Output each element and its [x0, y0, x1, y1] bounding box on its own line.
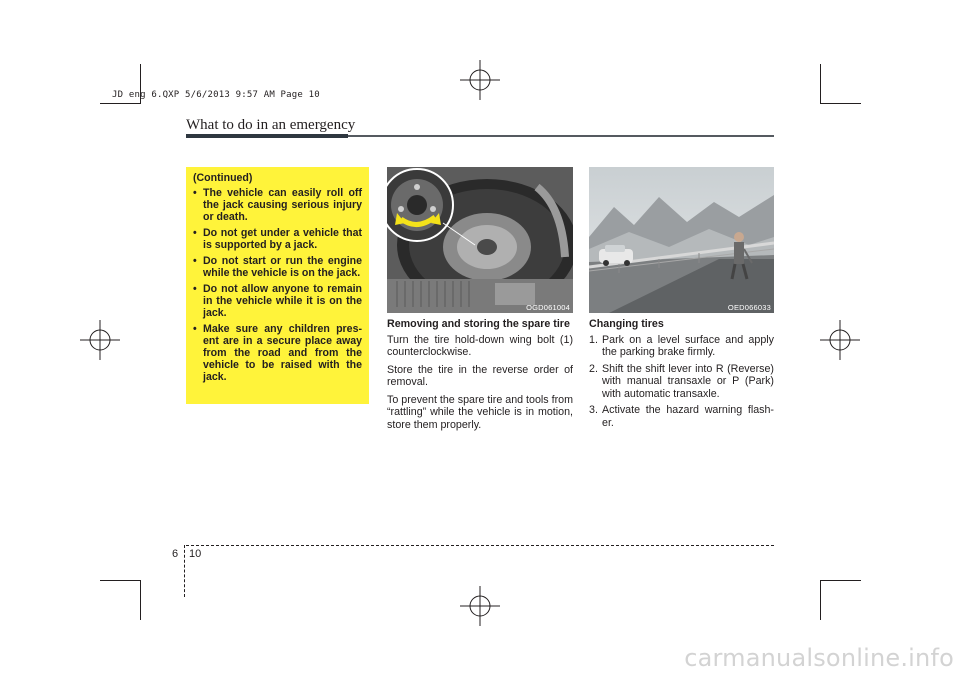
steps-list: [589, 334, 774, 430]
step-item: [589, 334, 774, 359]
spare-tire-section: [387, 318, 573, 436]
step-number: 2.: [589, 362, 598, 375]
chapter-number: 6: [172, 548, 179, 560]
footer-divider: [184, 545, 185, 597]
section-heading: Removing and storing the spare tire: [387, 318, 570, 330]
step-item: [589, 363, 774, 401]
warning-item: • Make sure any children pres- ent are in a secure place away from the road and from the vehicle to be raised with the jack.: [193, 323, 362, 383]
figure-code: OED066033: [727, 303, 771, 312]
warning-list: [193, 187, 362, 383]
paragraph: Turn the tire hold-down wing bolt (1) counterclockwise.: [387, 333, 573, 358]
warning-item: • Do not get under a vehicle that is supported by a jack.: [193, 227, 362, 251]
footer-rule: [186, 545, 774, 546]
step-number: 3.: [589, 404, 598, 416]
header-rule: [348, 135, 774, 137]
step-text: Activate the hazard warning flash- er.: [602, 404, 774, 429]
warning-item: • The vehicle can easily roll off the jack causing serious injury or death.: [193, 187, 362, 223]
page-number: 10: [189, 548, 202, 560]
registration-mark-icon: [460, 60, 500, 100]
step-text: Park on a level surface and apply the parking brake firmly.: [602, 333, 774, 358]
warning-heading: (Continued): [193, 172, 253, 184]
step-item: [589, 404, 774, 429]
warning-item: • Do not allow anyone to remain in the vehicle while it is on the jack.: [193, 283, 362, 319]
crop-mark: [100, 580, 140, 581]
roadside-figure: [589, 167, 774, 313]
spare-tire-illustration: [387, 167, 573, 313]
registration-mark-icon: [460, 586, 500, 626]
crop-mark: [820, 64, 821, 104]
figure-code: OGD061004: [526, 303, 570, 312]
header-bar: [186, 134, 348, 138]
roadside-illustration: [589, 167, 774, 313]
crop-mark: [821, 103, 861, 104]
section-heading: Changing tires: [589, 318, 664, 330]
crop-mark: [140, 580, 141, 620]
warning-box: [186, 167, 369, 404]
section-title: What to do in an emergency: [186, 117, 356, 133]
print-slug: JD eng 6.QXP 5/6/2013 9:57 AM Page 10: [112, 90, 320, 100]
paragraph: Store the tire in the reverse order of removal.: [387, 363, 573, 388]
crop-mark: [821, 580, 861, 581]
step-text: Shift the shift lever into R (Reverse) with manual transaxle or P (Park) with automatic transaxle.: [602, 362, 774, 400]
spare-tire-figure: [387, 167, 573, 313]
crop-mark: [100, 103, 140, 104]
watermark: carmanualsonline.info: [684, 644, 954, 672]
registration-mark-icon: [820, 320, 860, 360]
paragraph: To prevent the spare tire and tools from “rattling” while the vehicle is in motion, store them properly.: [387, 393, 573, 431]
changing-tires-section: [589, 318, 774, 433]
crop-mark: [820, 580, 821, 620]
step-number: 1.: [589, 333, 598, 346]
registration-mark-icon: [80, 320, 120, 360]
warning-item: • Do not start or run the engine while the vehicle is on the jack.: [193, 255, 362, 279]
